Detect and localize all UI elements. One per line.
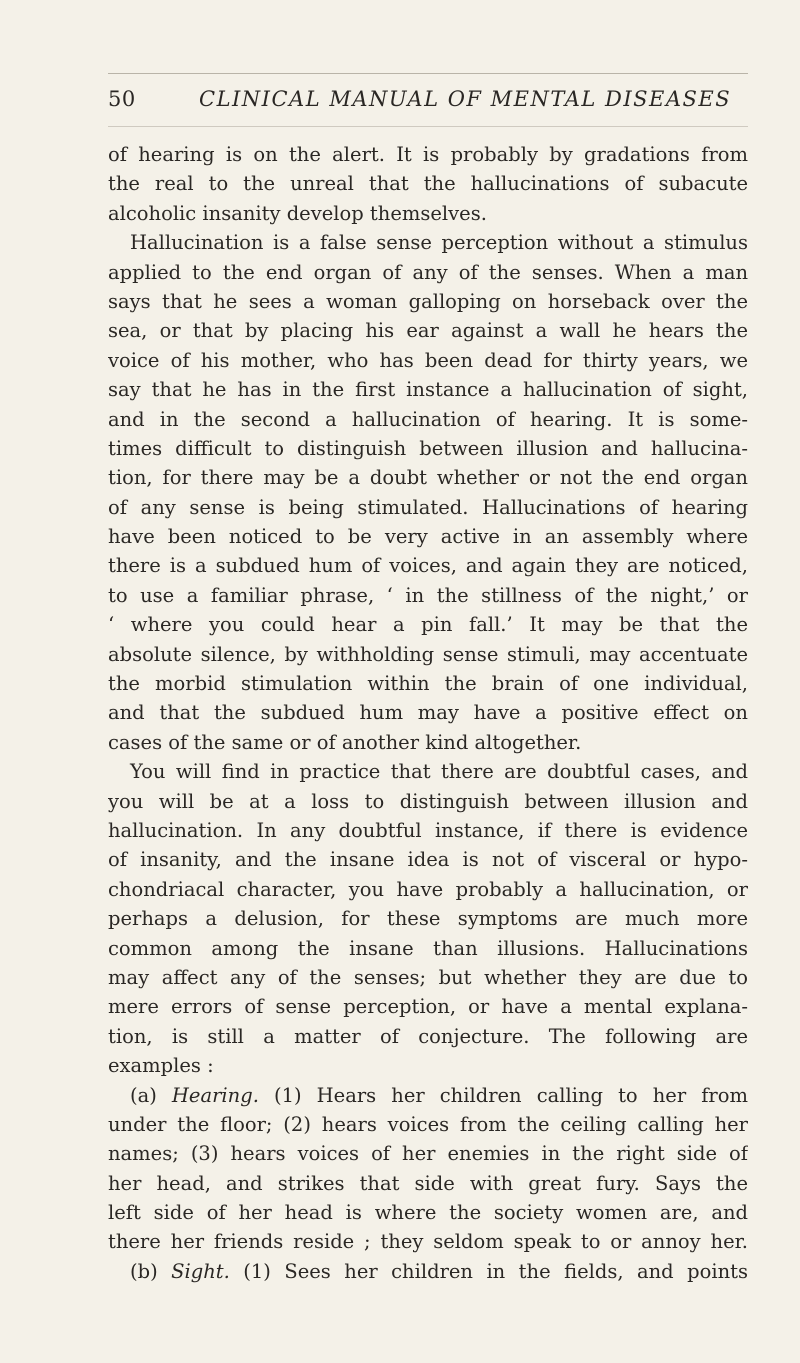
text-line: you will be at a loss to distinguish between illusion and bbox=[108, 789, 748, 813]
text-line: of insanity, and the insane idea is not of visceral or hypo- bbox=[108, 848, 748, 872]
list-marker: (a) bbox=[130, 1083, 172, 1107]
page-number: 50 bbox=[108, 87, 136, 111]
text-line: sea, or that by placing his ear against a wall he hears the bbox=[108, 319, 748, 343]
text-line: times difficult to distinguish between illusion and hallucina- bbox=[108, 436, 748, 460]
text-segment: (1) Hears her children calling to her from bbox=[258, 1083, 748, 1107]
text-line: applied to the end organ of any of the senses. When a man bbox=[108, 260, 748, 284]
text-line: examples : bbox=[108, 1054, 214, 1078]
header-rule bbox=[108, 126, 748, 127]
text-line: have been noticed to be very active in an assembly where bbox=[108, 525, 748, 549]
text-line: of hearing is on the alert. It is probably by gradations from bbox=[108, 143, 748, 166]
text-line: the real to the unreal that the hallucinations of subacute bbox=[108, 172, 748, 196]
text-line bbox=[108, 1257, 748, 1286]
text-line: common among the insane than illusions. Hallucinations bbox=[108, 936, 748, 960]
page-header bbox=[108, 87, 748, 123]
text-segment: (1) Sees her children in the fields, and points bbox=[229, 1259, 748, 1283]
text-line: may affect any of the senses; but whether they are due to bbox=[108, 965, 748, 989]
text-line: names; (3) hears voices of her enemies in the right side of bbox=[108, 1142, 748, 1166]
text-line: Hallucination is a false sense perception without a stimulus bbox=[130, 231, 748, 255]
text-line: there her friends reside ; they seldom speak to or annoy her. bbox=[108, 1230, 748, 1254]
text-line: tion, for there may be a doubt whether or not the end organ bbox=[108, 466, 748, 490]
text-line: say that he has in the first instance a hallucination of sight, bbox=[108, 378, 748, 402]
text-line: alcoholic insanity develop themselves. bbox=[108, 201, 487, 225]
text-line: there is a subdued hum of voices, and again they are noticed, bbox=[108, 554, 748, 578]
text-line: You will find in practice that there are doubtful cases, and bbox=[130, 760, 748, 784]
text-line: ‘ where you could hear a pin fall.’ It may be that the bbox=[108, 613, 748, 637]
text-line: left side of her head is where the society women are, and bbox=[108, 1201, 748, 1225]
body-text bbox=[108, 140, 748, 1286]
text-line: perhaps a delusion, for these symptoms are much more bbox=[108, 907, 748, 931]
text-line: mere errors of sense perception, or have a mental explana- bbox=[108, 995, 748, 1019]
list-marker: (b) bbox=[130, 1259, 172, 1283]
top-rule bbox=[108, 73, 748, 74]
text-line: under the floor; (2) hears voices from the ceiling calling her bbox=[108, 1112, 748, 1136]
text-line: absolute silence, by withholding sense stimuli, may accentuate bbox=[108, 642, 748, 666]
text-line: of any sense is being stimulated. Hallucinations of hearing bbox=[108, 495, 748, 519]
example-heading: Sight. bbox=[171, 1259, 230, 1283]
running-title: CLINICAL MANUAL OF MENTAL DISEASES bbox=[199, 87, 732, 111]
text-line: and that the subdued hum may have a positive effect on bbox=[108, 701, 748, 725]
example-heading: Hearing. bbox=[171, 1083, 259, 1107]
text-line: cases of the same or of another kind altogether. bbox=[108, 730, 582, 754]
text-line: voice of his mother, who has been dead for thirty years, we bbox=[108, 348, 748, 372]
text-line: the morbid stimulation within the brain of one individual, bbox=[108, 672, 748, 696]
text-line bbox=[108, 1081, 748, 1110]
text-line: chondriacal character, you have probably a hallucination, or bbox=[108, 877, 748, 901]
text-line: tion, is still a matter of conjecture. The following are bbox=[108, 1024, 748, 1048]
text-line: hallucination. In any doubtful instance, if there is evidence bbox=[108, 818, 748, 842]
text-line: and in the second a hallucination of hearing. It is some- bbox=[108, 407, 748, 431]
text-line: her head, and strikes that side with great fury. Says the bbox=[108, 1171, 748, 1195]
text-line: to use a familiar phrase, ‘ in the stillness of the night,’ or bbox=[108, 583, 748, 607]
text-line: says that he sees a woman galloping on horseback over the bbox=[108, 289, 748, 313]
